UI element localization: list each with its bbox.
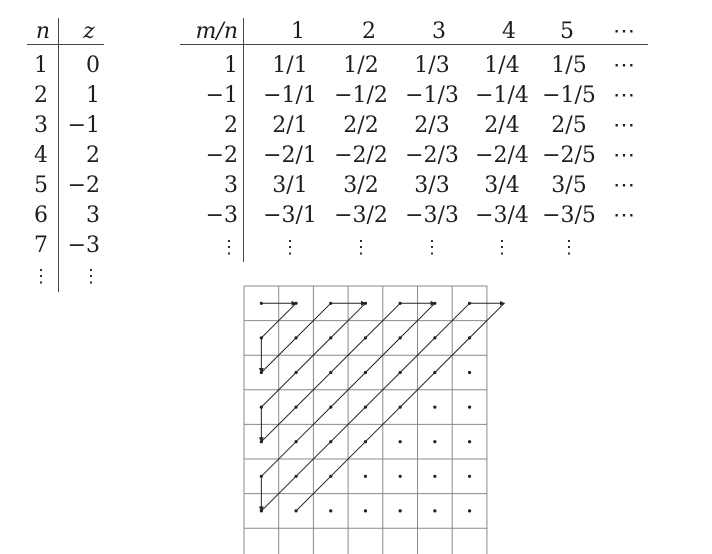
grid-point xyxy=(329,336,332,339)
left-n-cell: 7 xyxy=(34,233,48,258)
fraction-cell: ⋯ xyxy=(613,113,637,138)
grid-point xyxy=(294,406,297,409)
grid-point xyxy=(433,440,436,443)
fraction-cell: −1/3 xyxy=(405,83,459,108)
fraction-cell: ⋮ xyxy=(493,237,511,258)
grid-point xyxy=(260,440,263,443)
fraction-header-label: m/n xyxy=(195,19,238,44)
grid-points xyxy=(260,302,471,513)
left-z-cell: −3 xyxy=(67,233,100,258)
grid-lines xyxy=(244,286,487,554)
fraction-column-header: ⋯ xyxy=(613,19,637,44)
fraction-cell: ⋯ xyxy=(613,83,637,108)
grid-point xyxy=(364,406,367,409)
fraction-cell: −1/2 xyxy=(334,83,388,108)
grid-point xyxy=(364,440,367,443)
grid-point xyxy=(329,302,332,305)
fraction-cell: ⋮ xyxy=(352,237,370,258)
grid-point xyxy=(260,475,263,478)
path-segment xyxy=(296,476,331,511)
fraction-row-label: −3 xyxy=(205,203,238,228)
grid-point xyxy=(468,336,471,339)
fraction-row-label: 2 xyxy=(224,113,238,138)
fraction-column-header: 4 xyxy=(502,19,516,44)
fraction-cell: −3/2 xyxy=(334,203,388,228)
fraction-cell: 1/5 xyxy=(551,53,587,78)
left-z-cell: −1 xyxy=(67,113,100,138)
grid-point xyxy=(260,336,263,339)
grid-point xyxy=(399,440,402,443)
fraction-cell: −1/1 xyxy=(263,83,317,108)
path-segment xyxy=(400,303,435,338)
grid-point xyxy=(294,509,297,512)
fraction-cell: 1/4 xyxy=(484,53,520,78)
fraction-cell: 3/5 xyxy=(551,173,587,198)
path-segment xyxy=(331,338,366,373)
grid-point xyxy=(329,509,332,512)
path-segment xyxy=(261,303,296,338)
path-segment xyxy=(296,303,331,338)
grid-point xyxy=(433,371,436,374)
fraction-cell: 3/3 xyxy=(414,173,450,198)
path-segment xyxy=(331,303,366,338)
fraction-cell: ⋯ xyxy=(613,143,637,168)
fraction-cell: 2/2 xyxy=(343,113,379,138)
grid-point xyxy=(329,406,332,409)
fraction-cell: −2/5 xyxy=(542,143,596,168)
grid-point xyxy=(294,371,297,374)
grid-point xyxy=(294,440,297,443)
left-n-cell: 5 xyxy=(34,173,48,198)
fraction-cell: 1/1 xyxy=(272,53,308,78)
path-segment xyxy=(261,338,296,373)
path-segment xyxy=(296,373,331,408)
fraction-cell: 1/3 xyxy=(414,53,450,78)
fraction-cell: −2/2 xyxy=(334,143,388,168)
grid-point xyxy=(468,475,471,478)
left-header-z: z xyxy=(83,19,95,44)
grid-point xyxy=(260,371,263,374)
fraction-cell: −3/1 xyxy=(263,203,317,228)
path-segment xyxy=(435,303,470,338)
grid-point xyxy=(364,475,367,478)
fraction-cell: −2/3 xyxy=(405,143,459,168)
path-segment xyxy=(435,338,470,373)
grid-point xyxy=(364,509,367,512)
grid-point xyxy=(399,475,402,478)
path-segment xyxy=(365,373,400,408)
grid-point xyxy=(468,406,471,409)
fraction-cell: 2/5 xyxy=(551,113,587,138)
grid-point xyxy=(468,509,471,512)
grid-point xyxy=(399,406,402,409)
grid-point xyxy=(399,336,402,339)
fraction-row-label: 1 xyxy=(224,53,238,78)
grid-point xyxy=(294,336,297,339)
fraction-row-label: −2 xyxy=(205,143,238,168)
path-segment xyxy=(331,373,366,408)
path-segment xyxy=(365,303,400,338)
path-segment xyxy=(331,407,366,442)
path-segment xyxy=(400,338,435,373)
fraction-cell: −2/4 xyxy=(475,143,529,168)
path-segment xyxy=(400,373,435,408)
left-z-cell: ⋮ xyxy=(82,266,100,287)
left-z-cell: 3 xyxy=(86,203,100,228)
left-n-cell: 3 xyxy=(34,113,48,138)
grid-point xyxy=(260,302,263,305)
fraction-cell: 3/2 xyxy=(343,173,379,198)
grid-point xyxy=(294,302,297,305)
left-n-cell: 6 xyxy=(34,203,48,228)
fraction-row-label: ⋮ xyxy=(220,237,238,258)
fraction-cell: 3/4 xyxy=(484,173,520,198)
fraction-cell: 2/1 xyxy=(272,113,308,138)
fraction-column-header: 5 xyxy=(560,19,574,44)
fraction-cell: ⋯ xyxy=(613,53,637,78)
grid-point xyxy=(433,406,436,409)
fraction-cell: ⋯ xyxy=(613,173,637,198)
grid-point xyxy=(329,440,332,443)
fraction-cell: −3/4 xyxy=(475,203,529,228)
grid-point xyxy=(433,336,436,339)
grid-point xyxy=(399,509,402,512)
grid-point xyxy=(468,371,471,374)
grid-point xyxy=(433,509,436,512)
path-segment xyxy=(470,303,505,338)
fraction-cell: −3/3 xyxy=(405,203,459,228)
fraction-cell: −3/5 xyxy=(542,203,596,228)
fraction-cell: −2/1 xyxy=(263,143,317,168)
fraction-cell: ⋮ xyxy=(560,237,578,258)
fraction-cell: 1/2 xyxy=(343,53,379,78)
path-segment xyxy=(331,442,366,477)
path-segment xyxy=(365,407,400,442)
grid-point xyxy=(260,509,263,512)
grid-point xyxy=(468,302,471,305)
grid-point xyxy=(364,336,367,339)
fraction-column-header: 1 xyxy=(291,19,305,44)
fraction-column-header: 3 xyxy=(432,19,446,44)
path-segment xyxy=(365,338,400,373)
grid-point xyxy=(364,371,367,374)
left-n-cell: 1 xyxy=(34,53,48,78)
path-segment xyxy=(296,338,331,373)
fraction-cell: ⋮ xyxy=(281,237,299,258)
path-segment xyxy=(261,442,296,477)
path-segment xyxy=(261,373,296,408)
grid-point xyxy=(399,371,402,374)
fraction-header-rule xyxy=(180,44,648,45)
left-z-cell: 2 xyxy=(86,143,100,168)
left-header-rule xyxy=(27,44,104,45)
fraction-cell: 2/3 xyxy=(414,113,450,138)
path-segment xyxy=(261,407,296,442)
grid-point xyxy=(468,440,471,443)
grid-point xyxy=(433,475,436,478)
grid-point xyxy=(329,475,332,478)
left-z-cell: −2 xyxy=(67,173,100,198)
fraction-cell: ⋮ xyxy=(423,237,441,258)
grid-point xyxy=(433,302,436,305)
grid-point xyxy=(260,406,263,409)
fraction-column-divider xyxy=(243,18,244,262)
fraction-cell: −1/4 xyxy=(475,83,529,108)
fraction-cell: ⋯ xyxy=(613,203,637,228)
left-n-cell: ⋮ xyxy=(32,266,50,287)
enumeration-path xyxy=(261,303,504,511)
fraction-cell: 3/1 xyxy=(272,173,308,198)
fraction-cell: 2/4 xyxy=(484,113,520,138)
left-z-cell: 1 xyxy=(86,83,100,108)
path-segment xyxy=(296,442,331,477)
left-z-cell: 0 xyxy=(86,53,100,78)
left-header-n: n xyxy=(35,19,51,44)
grid-point xyxy=(364,302,367,305)
path-segment xyxy=(261,476,296,511)
left-n-cell: 4 xyxy=(34,143,48,168)
fraction-row-label: −1 xyxy=(205,83,238,108)
grid-point xyxy=(294,475,297,478)
fraction-column-header: 2 xyxy=(362,19,376,44)
grid-point xyxy=(399,302,402,305)
fraction-cell: −1/5 xyxy=(542,83,596,108)
left-n-cell: 2 xyxy=(34,83,48,108)
grid-point xyxy=(329,371,332,374)
fraction-row-label: 3 xyxy=(224,173,238,198)
path-segment xyxy=(296,407,331,442)
